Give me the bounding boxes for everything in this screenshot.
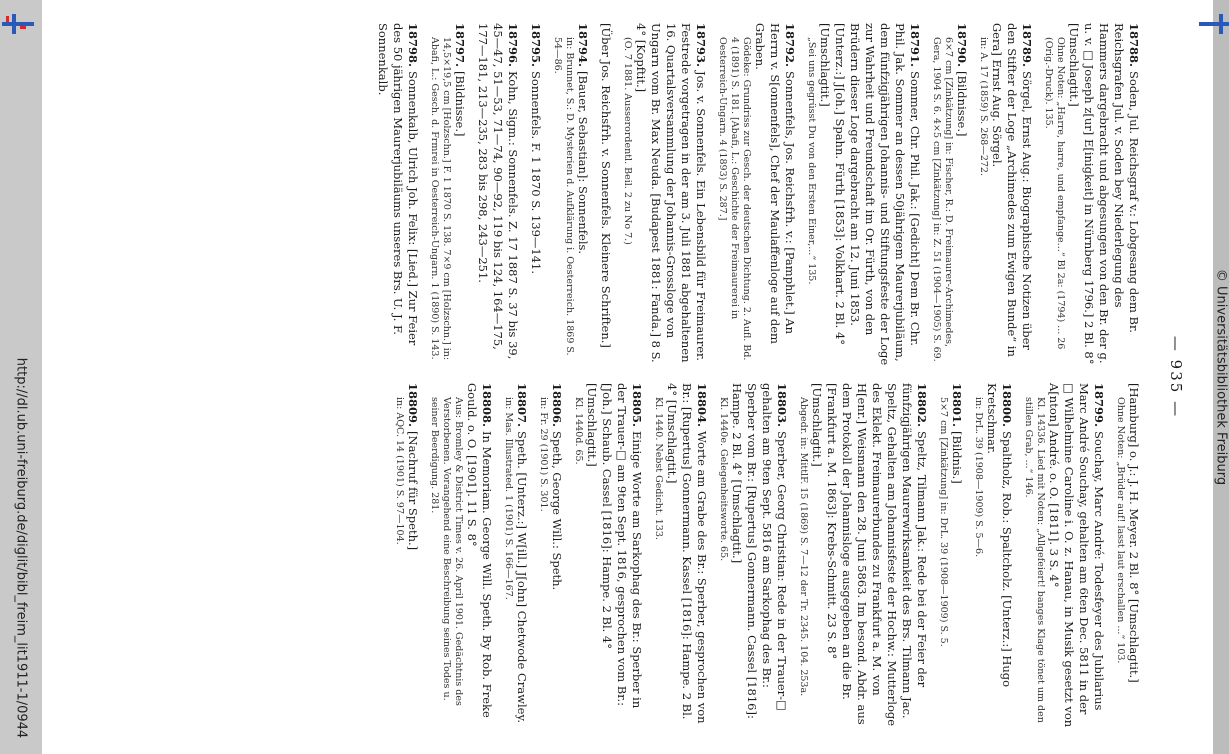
entry-number: 18798. bbox=[405, 23, 420, 68]
entry-number: 18808. bbox=[479, 383, 494, 428]
flag-icon[interactable] bbox=[1199, 14, 1229, 34]
copyright-label: © Universitätsbibliothek Freiburg bbox=[1213, 268, 1229, 486]
entry-text: Worte am Grabe des Br.: Sperber, gesprochen von Br.: [Rupertus] Gonnermann. Kassel [1816]: Hampe. 2 Bl. 4° [Umschlagtit.] bbox=[664, 383, 709, 724]
catalog-entry bbox=[621, 23, 708, 368]
entry-text: Speltz, Tilmann Jak.: Rede bei der Feier der fünfzigjährigen Maurerwirksamkeit des Brs. Tilmann Jac. Speltz, Gehalten am Johannisfeste der Hochw.: Mutterloge des Eklekt. Freimaurerbundes zu Frankfurt a. M. von H[enr.] Weismann den 28. Juni 5863. Im besond. Abdr. aus dem Protokoll der Johannisloge ausgegeben an die Br. [Frankfurt a. M. 1863]: Krebs-Schmitt. 23 S. 8° [Umschlagtit.] bbox=[809, 383, 929, 727]
catalog-entry bbox=[502, 383, 529, 728]
entry-text: Jos. v. Sonnenfels. Ein Lebensbild für Freimaurer. Festrede vorgetragen in der am 3. Juli 1881 abgehaltenen 16. Quartalsversammlung der Johannis-Grossloge von Ungarn vom Br. Max Neuda. [Budapest 1881: Fanda.] 8 S. 4° [Kopftit.] bbox=[633, 23, 708, 363]
rotated-page-content bbox=[63, 17, 1193, 737]
entry-text: Sperber, Georg Christian: Rede in der Trauer-□ gehalten am 9ten Sept. 5816 am Sarkophag des Br.: Sperber vom Br.: [Rupertus] Gonnermann. Cassel [1816]: Hampe. 2 Bl. 4° [Umschlagtit.] bbox=[729, 383, 789, 719]
entry-note: 6×7 cm [Zinkätzung] in: Fischer, R.: D. Freimaurer-Archimedes, Gera, 1904 S. 6. 4×5 cm [Zinkätzung] in: Z. 51 (1904—1905) S. 69. bbox=[930, 37, 954, 362]
entry-text: Souchay, Marc André: Todesfeyer des Jubilarius Marc André Souchay, gehalten am 6ten Dec. 5811 in der □ Wilhelmine Caroline i. O. z. Hanau, in Musik gesetzt von A[nton] André. o. O. [1811]. 3 S. 4° bbox=[1046, 383, 1106, 728]
catalog-entry bbox=[716, 23, 797, 368]
entry-note: Abgedr. in: MittlF. 15 (1869) S. 7—12 der Tr. 2345. 104. 253a. bbox=[797, 397, 809, 697]
entry-note: Kl. 14336. Lied mit Noten: „Allgefeiert! banges Klage tönet um den stillen Grab, ...“ 146. bbox=[1022, 397, 1046, 723]
entry-text: Sonnenfels, Jos. Reichsfrh. v.: [Pamphlet.] An Herrn v. S[onnenfels], Chef der Maulaffenloge auf dem Graben. bbox=[752, 23, 797, 344]
entry-text: Soden, Jul. Reichsgraf v.: Lobgesang dem Br. Reichsgrafen Jul. v. Soden bey Niederlegung des Hammers dargebracht und abgesungen von den Br. der g. u. v. □ Joseph z[ur] E[inigkeit] in Nürnberg 1796.] 2 Bl. 8° [Umschlagtit.] bbox=[1066, 23, 1141, 365]
catalog-entry bbox=[1022, 383, 1106, 728]
entry-text: Speth. [Unterz.:] W[ill.] J[ohn] Chetwode Crawley. bbox=[514, 431, 529, 724]
left-column bbox=[367, 23, 1141, 368]
entry-note: 14,5×19,5 cm [Holzschn.] F. 1 1870 S. 138. 7×9 cm [Holzschn.] in: Abafi, L.: Gesch. d. Frmrei in Oesterreich-Ungarn. 1 (1890) S. 143. bbox=[428, 37, 452, 361]
entry-note: in: DrL. 39 (1908—1909) S. 5—6. bbox=[972, 397, 984, 558]
catalog-entry bbox=[475, 23, 520, 368]
entry-note: Kl. 1440. Nebst Gedicht. 133. bbox=[652, 397, 664, 540]
entry-text: [Über Jos. Reichsfrh. v. Sonnenfels. Kleinere Schriften.] bbox=[598, 23, 613, 348]
catalog-entry bbox=[428, 383, 494, 728]
catalog-entry bbox=[598, 23, 613, 368]
entry-number: 18802. bbox=[914, 383, 929, 428]
entry-number: 18792. bbox=[782, 23, 797, 68]
entry-note: Gödeke: Grundriss zur Gesch. der deutschen Dichtung. 2. Aufl. Bd. 4 (1891) S. 181. [Abafi, L.: Geschichte der Freimaurerei in Oesterreich-Ungarn. 4 (1893) S. 287.] bbox=[716, 37, 752, 361]
catalog-entry bbox=[537, 383, 564, 728]
entry-text: Sonnenkalb, Ulrich Joh. Felix: [Lied.] Zur Feier des 50 jährigen Maurerjubiläums unseres Brs. U. J. F. Sonnenkalb. bbox=[375, 23, 420, 346]
catalog-entry bbox=[977, 23, 1034, 368]
entry-text: Speth, George Will.: Speth. bbox=[549, 431, 564, 591]
entry-note: Aus: Bromley & District Times v. 26. April 1901. Gedächtnis des Verstorbenen. Vorangehend eine Beschreibung seines Todes u. seiner Beerdigung. 281. bbox=[428, 397, 464, 706]
catalog-entry bbox=[930, 23, 969, 368]
entry-note: Ohne Noten: „Harre, harre, und empfange...“ Bl 2a: (1794) ... 26 (Orig.-Druck). 135. bbox=[1042, 37, 1066, 350]
entry-number: 18797. bbox=[452, 23, 467, 68]
entry-text: [Bildnis.] bbox=[949, 431, 964, 484]
entry-text: Sommer, Chr. Phil. Jak.: [Gedicht] Dem Br. Chr. Phil. Jak. Sommer an dessen 50jährigem Maurerjubiläum, dem fünfzigjährigen Johannis- und Stiftungsfeste der Loge zur Wahrheit und Freundschaft im Or. Fürth, von den Brüdern dieser Loge dargebracht am 12. Juni 1853. [Unterz.:] J[oh.] Spahn. Fürth [1853]: Volkhart. 2 Bl. 4° [Umschlagtit.] bbox=[817, 23, 922, 366]
entry-text: [Hamburg] o. J.: J. H. Meyer. 2 Bl. 8° [Umschlagtit.] bbox=[1126, 383, 1141, 683]
entry-text: [Bildnisse.] bbox=[954, 71, 969, 137]
catalog-entry bbox=[1042, 23, 1141, 368]
entry-number: 18799. bbox=[1091, 383, 1106, 428]
entry-number: 18804. bbox=[694, 383, 709, 428]
entry-number: 18795. bbox=[528, 23, 543, 68]
catalog-entry bbox=[972, 383, 1014, 728]
entry-text: [Nachruf für Speth.] bbox=[405, 431, 420, 551]
catalog-entry bbox=[717, 383, 789, 728]
entry-number: 18807. bbox=[514, 383, 529, 428]
right-column bbox=[385, 383, 1141, 728]
url-label[interactable]: http://dl.ub.uni-freiburg.de/diglit/bibl_freim_lit1911-1/0944 bbox=[13, 357, 29, 739]
entry-note: in: Fr. 29 (1901) S. 301. bbox=[537, 397, 549, 512]
catalog-entry bbox=[375, 23, 420, 368]
entry-text: Sörgel, Ernst Aug.: Biographische Notizen über den Stifter der Loge „Archimedes zum Ewigen Bunde“ in Gera] Ernst Aug. Sörgel. bbox=[989, 23, 1034, 357]
document-page bbox=[42, 0, 1213, 754]
entry-number: 18806. bbox=[549, 383, 564, 428]
catalog-entry bbox=[528, 23, 543, 368]
entry-note: in: Mas. Illustrated. 1 (1901) S. 166—167. bbox=[502, 397, 514, 600]
entry-text: In Memoriam. George Will. Speth. By Rob. Freke Gould. o. O. [1901]. 11 S. 8° bbox=[464, 383, 494, 718]
entry-note: in: A. 17 (1859) S. 268—272. bbox=[977, 37, 989, 176]
catalog-entry bbox=[428, 23, 467, 368]
entry-text: [Bildnisse.] bbox=[452, 71, 467, 137]
entry-number: 18796. bbox=[505, 23, 520, 68]
entry-number: 18800. bbox=[999, 383, 1014, 428]
entry-number: 18791. bbox=[907, 23, 922, 68]
flag-icon[interactable] bbox=[2, 14, 34, 34]
entry-text: Kohn, Sigm.: Sonnenfels. Z. 17 1887 S. 37 bis 39, 45—47, 51—53, 71—74, 90—92, 119 bis 124, 164—175, 177—181, 213—235, 283 bis 298, 243—251. bbox=[475, 23, 520, 360]
left-side-panel bbox=[0, 0, 42, 754]
catalog-entry bbox=[652, 383, 709, 728]
entry-number: 18803. bbox=[774, 383, 789, 428]
entry-text: Sonnenfels. F. 1 1870 S. 139—141. bbox=[528, 71, 543, 275]
entry-number: 18801. bbox=[949, 383, 964, 428]
entry-number: 18789. bbox=[1019, 23, 1034, 68]
entry-note: Kl. 1440d. 65. bbox=[572, 397, 584, 465]
page-number: — 935 — bbox=[1166, 335, 1185, 419]
entry-number: 18809. bbox=[405, 383, 420, 428]
entry-number: 18793. bbox=[693, 23, 708, 68]
entry-note: „Sei uns gegrüsst Du von den Ersten Einer,...“ 135. bbox=[805, 37, 817, 285]
catalog-entry bbox=[937, 383, 964, 728]
entry-note: in: Brunnet, S.: D. Mysterien d. Aufklärung i. Oesterreich. 1869 S. 54—86. bbox=[551, 37, 575, 356]
entry-text: Spaltholz, Rob.: Spaltcholz. [Unterz.:] Hugo Kretschmar. bbox=[984, 383, 1014, 688]
entry-note: in: AQC. 14 (1901) S. 97—104. bbox=[393, 397, 405, 545]
entry-note: 5×7 cm [Zinkätzung] in: DrL. 39 (1908—1909) S. 5. bbox=[937, 397, 949, 647]
catalog-entry bbox=[1114, 383, 1141, 728]
right-side-panel bbox=[1213, 0, 1229, 754]
catalog-entry bbox=[393, 383, 420, 728]
entry-note: Kl. 1440e. Gelegenheitsworte. 65. bbox=[717, 397, 729, 562]
catalog-entry bbox=[805, 23, 922, 368]
catalog-entry bbox=[797, 383, 929, 728]
entry-number: 18788. bbox=[1126, 23, 1141, 68]
entry-text: Einige Worte am Sarkophag des Br.: Sperber in der Trauer-□ am 9ten Sept. 1816, gesprochen vom Br.: [Joh.] Schaub. Cassel [1816]: Hampe. 2 Bl. 4° [Umschlagtit.] bbox=[584, 383, 644, 709]
entry-text: [Bauer, Sebastian]: Sonnenfels. bbox=[575, 71, 590, 255]
entry-note: Ohne Noten: „Brüder auf! lasst laut erschallen ...“ 103. bbox=[1114, 397, 1126, 664]
catalog-entry bbox=[551, 23, 590, 368]
entry-number: 18790. bbox=[954, 23, 969, 68]
entry-number: 18794. bbox=[575, 23, 590, 68]
catalog-entry bbox=[572, 383, 644, 728]
entry-note: (O. 7 1881. Ausserordentl. Beil. 2 zu No 7.) bbox=[621, 37, 633, 245]
entry-number: 18805. bbox=[629, 383, 644, 428]
